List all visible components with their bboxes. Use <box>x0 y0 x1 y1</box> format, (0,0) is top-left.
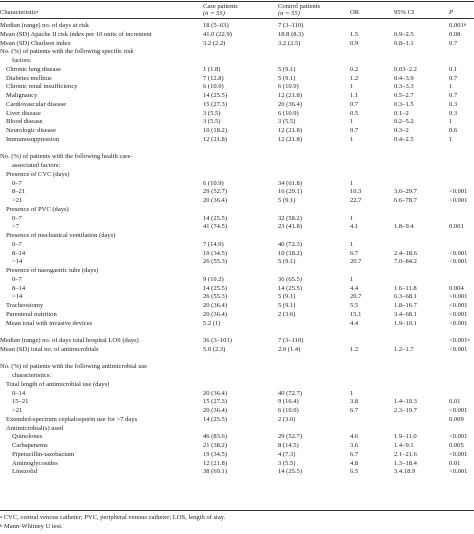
cell-ci: 0.8–1.1 <box>394 39 414 47</box>
cell-control: 3.2 (2.5) <box>278 39 301 47</box>
header-case-line1: Case patients <box>203 3 238 10</box>
cell-or: 6.7 <box>350 407 359 414</box>
bottom-rule <box>0 510 474 511</box>
cell-p: <0.001 <box>449 197 468 204</box>
cell-ci: 2.1–21.6 <box>394 450 417 458</box>
cell-control: 14 (25.5) <box>278 468 303 476</box>
cell-case: 6 (10.9) <box>203 179 224 187</box>
cell-or: 0.2 <box>350 65 359 73</box>
top-rule <box>0 1 474 2</box>
row-label: 8–21 <box>12 188 26 196</box>
cell-case: 20 (36.4) <box>203 389 228 397</box>
cell-case: 10 (18.2) <box>203 127 228 134</box>
row-label: Chronic lung disease <box>6 65 61 73</box>
cell-or: 1.2 <box>350 74 359 82</box>
row-label: 0–7 <box>12 214 22 222</box>
cell-or: 1 <box>350 135 354 143</box>
row-label: >21 <box>12 197 23 204</box>
cell-p: <0.001 <box>449 302 468 309</box>
cell-ci: 1.8–16.7 <box>394 302 417 309</box>
cell-case: 14 (25.5) <box>203 214 228 222</box>
cell-case: 18 (5–63) <box>203 22 229 29</box>
cell-case: 14 (25.5) <box>203 284 228 292</box>
cell-ci: 0.03–2.2 <box>394 65 417 73</box>
cell-p: 0.7 <box>449 92 458 99</box>
row-label: Chronic renal insufficiency <box>6 83 78 91</box>
cell-p: 0.6 <box>449 127 458 134</box>
cell-case: 14 (25.5) <box>203 92 228 99</box>
cell-p: <0.001 <box>449 450 468 458</box>
cell-case: 41.0 (22.9) <box>203 30 232 38</box>
row-label: Diabetes mellitus <box>6 74 52 82</box>
cell-control: 12 (21.8) <box>278 92 303 99</box>
row-label: No. (%) of patients with the following specific risk <box>0 48 134 56</box>
cell-case: 29 (52.7) <box>203 188 228 196</box>
cell-control: 6 (10.9) <box>278 109 299 117</box>
row-label: >14 <box>12 258 23 266</box>
cell-p: <0.001 <box>449 310 468 318</box>
cell-ci: 0.4–2.5 <box>394 135 414 143</box>
cell-control: 36 (65.5) <box>278 275 303 283</box>
header-rule <box>0 18 474 19</box>
footnote <box>0 514 225 521</box>
row-label: Median (range) no. of days at risk <box>0 22 89 29</box>
row-label: 0–7 <box>12 240 22 248</box>
footnote-marker: a <box>0 514 3 519</box>
p-footnote-marker: b <box>463 22 467 27</box>
cell-case: 9 (19.2) <box>203 275 224 283</box>
cell-or: 3.8 <box>350 398 359 406</box>
cell-ci: 2.3–19.7 <box>394 407 417 414</box>
cell-control: 16 (29.1) <box>278 188 303 196</box>
cell-or: 1 <box>350 179 354 187</box>
row-label: Tracheostomy <box>6 302 44 309</box>
row-label: No. (%) of patients with the following antimicrobial use <box>0 363 148 371</box>
cell-p: 0.3 <box>449 100 458 108</box>
cell-or: 1.5 <box>350 30 359 38</box>
row-label: 0–7 <box>12 275 22 283</box>
cell-or: 1 <box>350 389 354 397</box>
cell-case: 3 (5.5) <box>203 118 221 126</box>
cell-p: 0.004 <box>449 284 464 292</box>
cell-p: 1 <box>449 83 453 91</box>
cell-or: 4.6 <box>350 433 359 441</box>
cell-p: <0.001 <box>449 258 468 266</box>
cell-p: <0.001 <box>449 468 468 476</box>
row-label: 15–21 <box>12 398 29 406</box>
cell-ci: 2.4–18.6 <box>394 249 417 257</box>
cell-p: <0.001 <box>449 319 468 327</box>
cell-control: 23 (41.8) <box>278 223 303 231</box>
cell-p: 0.009 <box>449 415 464 423</box>
cell-case: 3 (5.5) <box>203 109 221 117</box>
cell-or: 1 <box>350 118 354 126</box>
cell-control: 2.0 (1.4) <box>278 345 301 353</box>
cell-ci: 0.1–2 <box>394 109 409 117</box>
cell-ci: 0.3–3.3 <box>394 83 414 91</box>
cell-case: 20 (36.4) <box>203 302 228 309</box>
row-label: Mean (SD) Apache II risk index per 10 units of increment <box>0 30 152 38</box>
cell-ci: 1.9–11.0 <box>394 433 417 441</box>
row-label: Carbapenems <box>12 442 48 449</box>
row-label: 0–14 <box>12 389 26 397</box>
cell-case: 12 (21.8) <box>203 459 228 467</box>
cell-case: 36 (3–101) <box>203 337 232 344</box>
row-label: Piperacillin-tazobactam <box>12 450 75 458</box>
cell-ci: 7.0–84.2 <box>394 258 417 266</box>
cell-control: 6 (10.9) <box>278 407 299 414</box>
cell-p: 0.1 <box>449 65 458 73</box>
cell-control: 40 (72.7) <box>278 389 303 397</box>
cell-or: 1 <box>350 240 354 248</box>
row-label: 8–14 <box>12 249 26 257</box>
cell-or: 4.4 <box>350 284 359 292</box>
row-label: Presence of PVC (days) <box>6 205 69 213</box>
cell-p: 0.005 <box>449 442 464 449</box>
cell-p: 0.3 <box>449 109 458 117</box>
cell-control: 34 (61.8) <box>278 179 303 187</box>
cell-or: 6.7 <box>350 450 359 458</box>
cell-control: 2 (3.6) <box>278 415 296 423</box>
cell-or: 20.7 <box>350 293 362 301</box>
row-label: Mean (SD) total no. of antimicrobials <box>0 345 99 353</box>
cell-p: 0.08 <box>449 30 461 38</box>
cell-or: 1.2 <box>350 345 359 353</box>
footnote-text: CVC, central venous catheter; PVC, peripheral venous catheter; LOS, length of stay. <box>2 514 226 521</box>
cell-or: 0.7 <box>350 127 359 134</box>
cell-control: 5 (9.1) <box>278 74 296 82</box>
cell-control: 29 (52.7) <box>278 433 303 441</box>
cell-or: 1.1 <box>350 92 359 99</box>
row-label: Median (range) no. of days total hospital LOS (days) <box>0 337 139 344</box>
cell-p: <0.001 <box>449 433 468 441</box>
cell-control: 3 (5.5) <box>278 118 296 126</box>
cell-case: 14 (25.5) <box>203 415 228 423</box>
footnote <box>0 523 63 530</box>
cell-ci: 1.9–10.1 <box>394 319 417 327</box>
cell-case: 5.2 (1) <box>203 319 221 327</box>
row-label: Malignancy <box>6 92 38 99</box>
cell-case: 6 (10.9) <box>203 83 224 91</box>
cell-p: <0.001 <box>449 249 468 257</box>
cell-ci: 1.6–11.8 <box>394 284 417 292</box>
row-label: Neurologic disease <box>6 127 56 134</box>
cell-case: 46 (83.6) <box>203 433 228 441</box>
cell-p: 0.01 <box>449 398 461 406</box>
cell-ci: 1.4–9.1 <box>394 442 414 449</box>
row-label: >21 <box>12 407 23 414</box>
cell-or: 10.3 <box>350 188 362 196</box>
cell-or: 0.7 <box>350 100 359 108</box>
row-label: No. (%) of patients with the following health care- <box>0 153 133 161</box>
cell-or: 4.1 <box>350 223 359 231</box>
cell-control: 5 (9.1) <box>278 65 296 73</box>
cell-or: 20.7 <box>350 258 362 266</box>
cell-ci: 1.2–1.7 <box>394 345 414 353</box>
cell-ci: 1.4–10.3 <box>394 398 417 406</box>
row-label: Extended-spectrum cephalosporin use for >7 days <box>6 415 138 423</box>
cell-or: 1 <box>350 83 354 91</box>
row-label: Immunosuppression <box>6 135 60 143</box>
cell-case: 7 (14.9) <box>203 240 224 248</box>
cell-ci: 0.5–2.7 <box>394 92 414 99</box>
cell-p: 1 <box>449 135 453 143</box>
row-label: characteristics: <box>12 372 52 379</box>
cell-case: 15 (27.3) <box>203 100 228 108</box>
header-case-line2: (n = 55) <box>203 10 225 17</box>
row-label: Liver disease <box>6 109 41 117</box>
cell-control: 5 (9.1) <box>278 197 296 204</box>
cell-case: 7 (12.8) <box>203 74 224 82</box>
cell-p: <0.001 <box>449 188 468 196</box>
cell-p: <0.001 <box>449 293 468 301</box>
cell-or: 6.7 <box>350 249 359 257</box>
cell-control: 32 (58.2) <box>278 214 303 222</box>
cell-control: 18.8 (8.3) <box>278 30 304 38</box>
cell-or: 3.6 <box>350 442 359 449</box>
cell-ci: 0.3–2 <box>394 127 409 134</box>
header-control-line2: (n = 55) <box>278 10 300 17</box>
cell-or: 1 <box>350 275 354 283</box>
row-label: Mean (SD) Charlson index <box>0 39 71 47</box>
cell-or: 0.9 <box>350 39 359 47</box>
header-or: OR <box>350 9 360 16</box>
cell-p: <0.001 <box>449 345 468 353</box>
cell-control: 10 (18.2) <box>278 249 303 257</box>
cell-ci: 3.4.18.9 <box>394 468 416 476</box>
cell-control: 40 (72.3) <box>278 240 303 248</box>
row-label: Parenteral nutrition <box>6 310 57 318</box>
cell-p: 0.001 <box>449 223 464 231</box>
cell-control: 2 (3.6) <box>278 310 296 318</box>
cell-case: 20 (36.4) <box>203 310 228 318</box>
header-ci: 95% CI <box>394 9 415 16</box>
row-label: factors: <box>12 57 32 64</box>
footnote-marker: b <box>0 523 3 528</box>
cell-or: 1 <box>350 214 354 222</box>
cell-p: <0.001 <box>449 407 468 414</box>
cell-control: 7 (3–110) <box>278 337 304 344</box>
cell-control: 6 (10.9) <box>278 83 299 91</box>
cell-control: 4 (7.3) <box>278 450 296 458</box>
cell-control: 9 (16.4) <box>278 398 299 406</box>
row-label: Antimicrobial(s) used <box>6 424 64 432</box>
cell-case: 12 (21.8) <box>203 135 228 143</box>
cell-control: 5 (9.1) <box>278 258 296 266</box>
row-label: Total length of antimicrobial use (days) <box>6 380 110 388</box>
cell-case: 3.2 (2.2) <box>203 39 226 47</box>
row-label: Aminoglycosides <box>12 459 58 467</box>
cell-ci: 1.8–9.4 <box>394 223 414 231</box>
cell-case: 26 (55.3) <box>203 258 228 266</box>
cell-ci: 6.6–78.7 <box>394 197 417 204</box>
cell-ci: 0.2–5.2 <box>394 118 414 126</box>
cell-case: 19 (34.5) <box>203 450 228 458</box>
row-label: >7 <box>12 223 19 231</box>
cell-control: 12 (21.8) <box>278 135 303 143</box>
cell-p: 0.001$^b$ <box>449 22 467 29</box>
cell-control: 3 (5.5) <box>278 459 296 467</box>
cell-or: 15.1 <box>350 310 362 318</box>
cell-control: 5 (9.1) <box>278 302 296 309</box>
row-label: 8–14 <box>12 284 26 292</box>
row-label: Blood disease <box>6 118 43 126</box>
cell-case: 20 (36.4) <box>203 407 228 414</box>
row-label: associated factors: <box>12 162 61 169</box>
cell-ci: 0.3–1.5 <box>394 100 414 108</box>
header-characteristic: Characteristic$^a$ <box>0 9 39 16</box>
cell-or: 5.5 <box>350 302 359 309</box>
cell-p: 0.7 <box>449 74 458 82</box>
cell-ci: 3.6–29.7 <box>394 188 417 196</box>
cell-or: 0.5 <box>350 109 359 117</box>
cell-case: 26 (55.3) <box>203 293 228 301</box>
row-label: Presence of mechanical ventilation (days) <box>6 232 116 239</box>
row-label: Presence of CVC (days) <box>6 170 70 178</box>
cell-p: 0.01 <box>449 459 461 467</box>
cell-ci: 6.3–68.1 <box>394 293 417 301</box>
cell-control: 14 (25.5) <box>278 284 303 292</box>
cell-case: 20 (36.4) <box>203 197 228 204</box>
row-label: Presence of nasogastric tube (days) <box>6 267 99 274</box>
row-label: Quinolones <box>12 433 43 441</box>
cell-p: 1 <box>449 118 453 126</box>
p-footnote-marker: b <box>467 337 470 342</box>
cell-or: 22.7 <box>350 197 362 204</box>
header-p: P <box>449 9 453 16</box>
cell-case: 5.0 (2.3) <box>203 345 226 353</box>
row-label: Mean total with invasive devices <box>6 319 93 327</box>
row-label: Cardiovascular disease <box>6 100 67 108</box>
cell-control: 20 (36.4) <box>278 100 303 108</box>
row-label: Linezolid <box>12 468 38 476</box>
header-control-line1: Control patients <box>278 3 321 10</box>
cell-case: 19 (34.5) <box>203 249 228 257</box>
cell-case: 21 (38.2) <box>203 442 228 449</box>
cell-p: <0.001$^b$ <box>449 337 470 344</box>
cell-control: 12 (21.8) <box>278 127 303 134</box>
cell-case: 38 (69.1) <box>203 468 228 476</box>
cell-ci: 0.4–3.9 <box>394 74 414 82</box>
cell-control: 7 (3–110) <box>278 22 304 29</box>
cell-control: 5 (9.1) <box>278 293 296 301</box>
cell-control: 8 (14.5) <box>278 442 299 449</box>
cell-ci: 1.3–18.4 <box>394 459 417 467</box>
cell-ci: 0.9–2.5 <box>394 30 414 38</box>
cell-or: 4.4 <box>350 319 359 327</box>
footnote-text: Mann-Whitney U test. <box>2 523 63 530</box>
cell-or: 4.8 <box>350 459 359 467</box>
row-label: >14 <box>12 293 23 301</box>
row-label: 0–7 <box>12 179 22 187</box>
cell-case: 1 (1.8) <box>203 65 221 73</box>
cell-case: 15 (27.3) <box>203 398 228 406</box>
cell-case: 41 (74.5) <box>203 223 228 231</box>
cell-p: 0.7 <box>449 39 458 47</box>
cell-or: 6.5 <box>350 468 359 476</box>
cell-ci: 3.4–68.1 <box>394 310 417 318</box>
